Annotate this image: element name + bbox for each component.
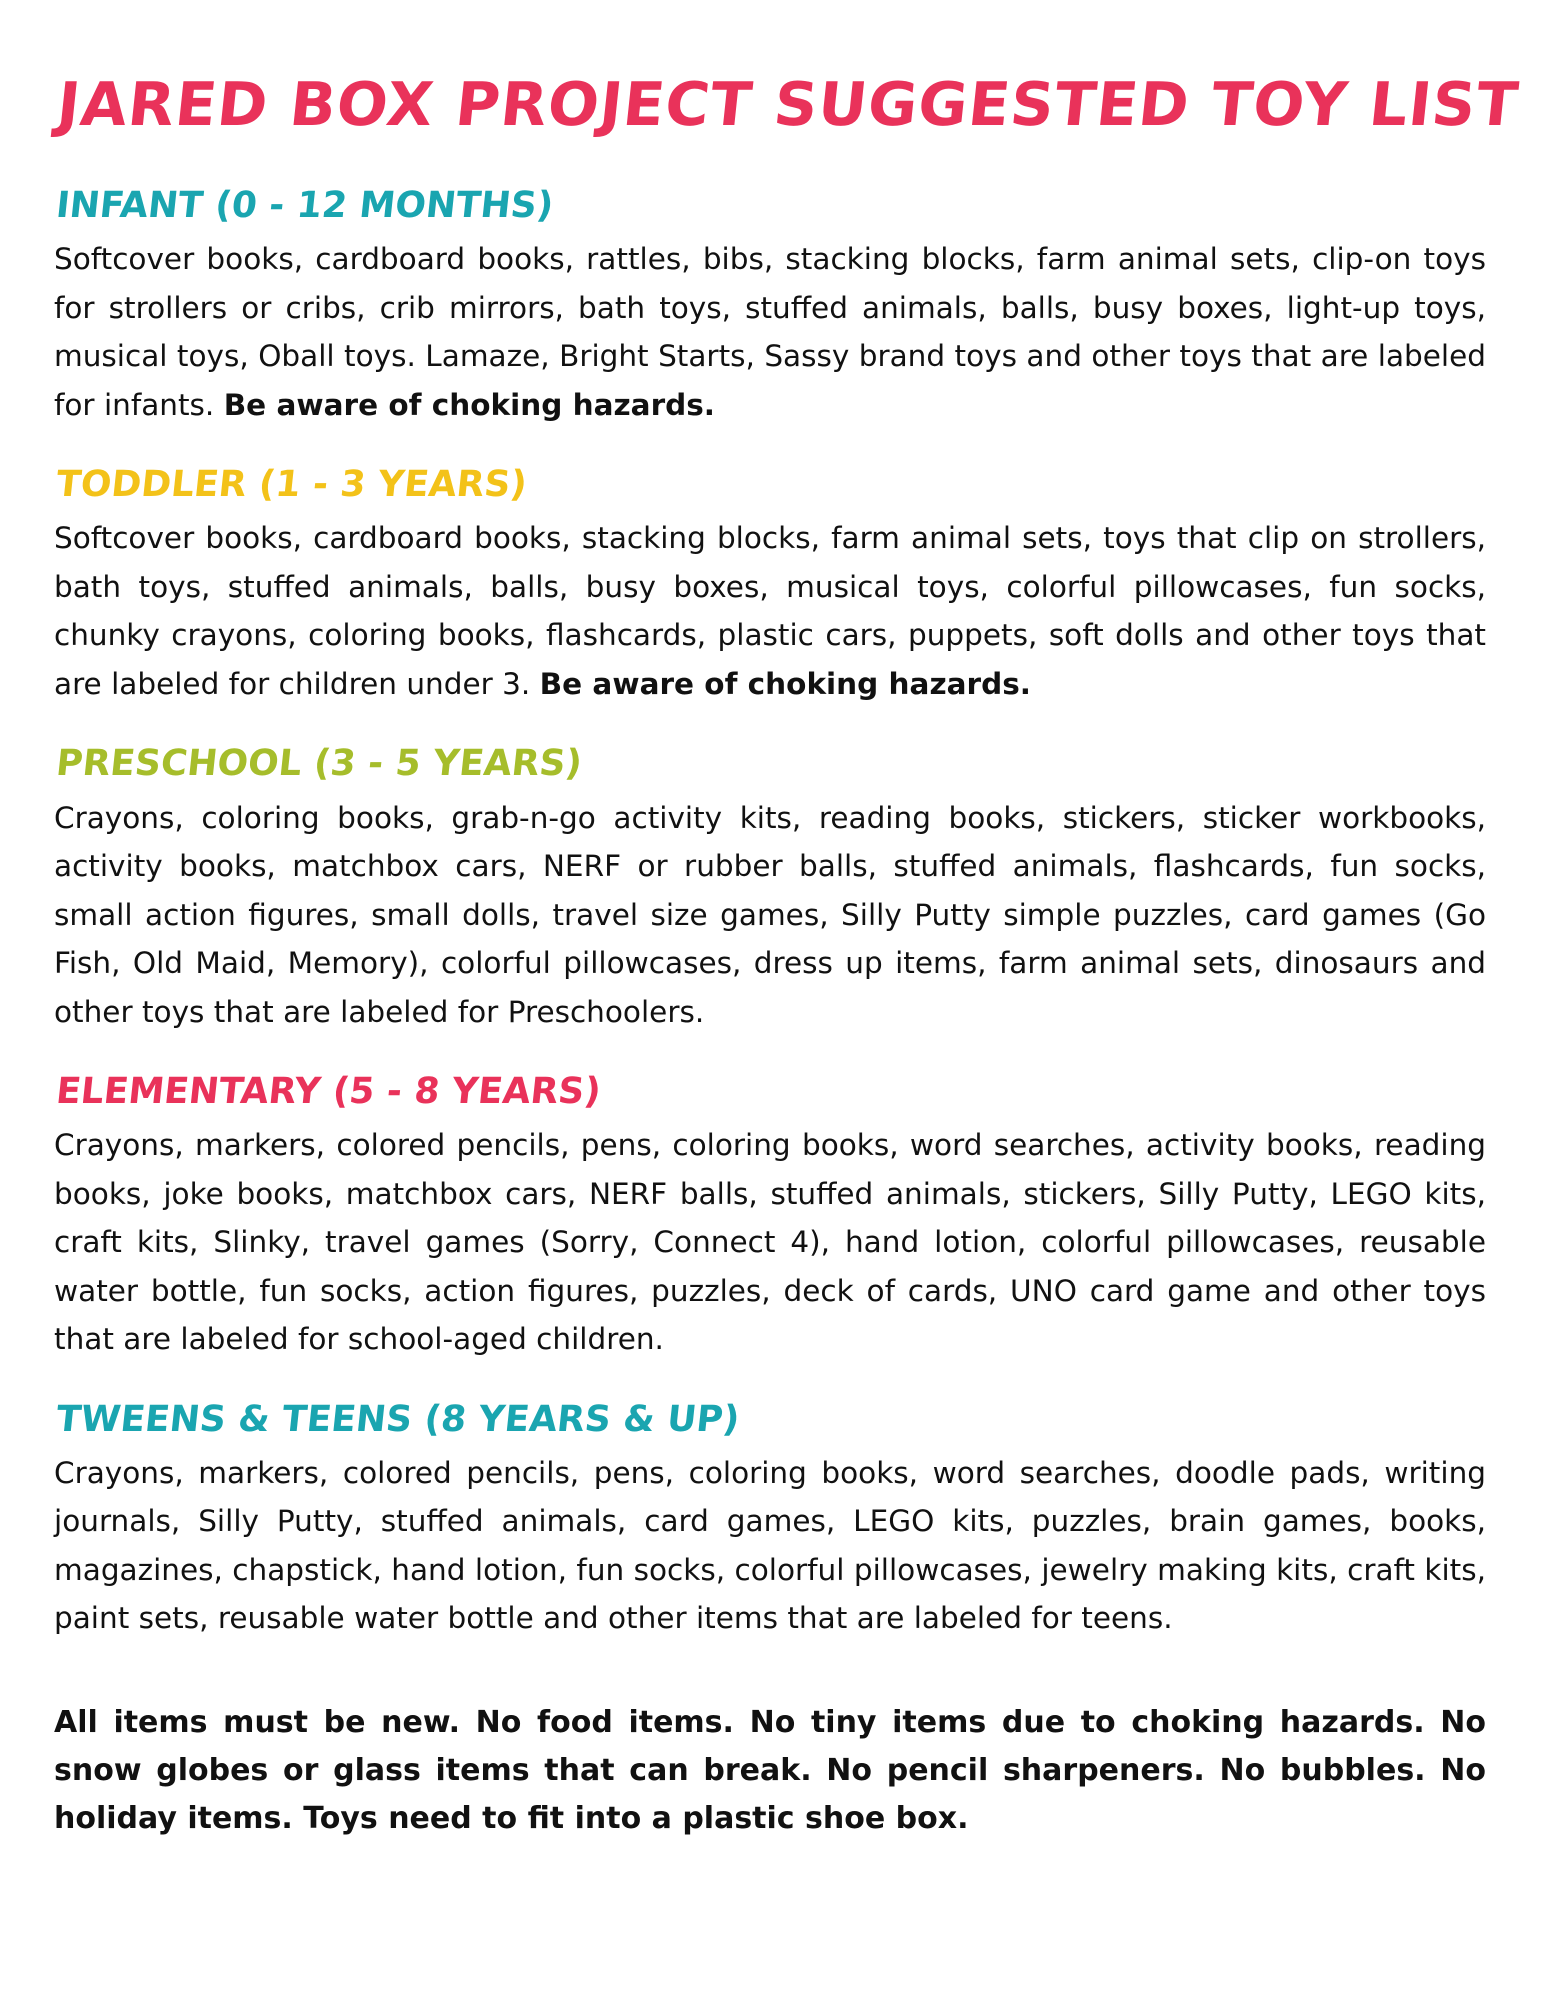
choking-warning-toddler: Be aware of choking hazards. <box>539 666 1031 701</box>
page-title: JARED BOX PROJECT SUGGESTED TOY LIST <box>53 70 1522 140</box>
section-tweens-teens <box>54 1398 1486 1643</box>
section-heading-tweens-teens: TWEENS & TEENS (8 YEARS & UP) <box>54 1398 742 1440</box>
section-heading-preschool: PRESCHOOL (3 - 5 YEARS) <box>54 743 585 785</box>
section-text-infant: Softcover books, cardboard books, rattles, bibs, stacking blocks, farm animal sets, clip-on toys for strollers or cribs, crib mirrors, bath toys, stuffed animals, balls, busy boxes, light-up toys, musical toys, Oball toys. Lamaze, Bright Starts, Sassy brand toys and other toys that are labeled for infants. <box>54 242 1486 422</box>
section-body-preschool: Crayons, coloring books, grab-n-go activity kits, reading books, stickers, sticker workbooks, activity books, matchbox cars, NERF or rubber balls, stuffed animals, flashcards, fun socks, small action figures, small dolls, travel size games, Silly Putty simple puzzles, card games (Go Fish, Old Maid, Memory), colorful pillowcases, dress up items, farm animal sets, dinosaurs and other toys that are labeled for Preschoolers. <box>54 800 1486 1029</box>
section-elementary <box>54 1070 1486 1364</box>
section-text-toddler: Softcover books, cardboard books, stacking blocks, farm animal sets, toys that clip on strollers, bath toys, stuffed animals, balls, busy boxes, musical toys, colorful pillowcases, fun socks, chunky crayons, coloring books, flashcards, plastic cars, puppets, soft dolls and other toys that are labeled for children under 3. <box>54 521 1486 701</box>
section-heading-toddler: TODDLER (1 - 3 YEARS) <box>54 464 529 506</box>
section-heading-infant: INFANT (0 - 12 MONTHS) <box>54 185 556 226</box>
choking-warning-infant: Be aware of choking hazards. <box>223 387 716 422</box>
section-body-tweens-teens: Crayons, markers, colored pencils, pens, coloring books, word searches, doodle pads, writing journals, Silly Putty, stuffed animals, card games, LEGO kits, puzzles, brain games, books, magazines, chapstick, hand lotion, fun socks, colorful pillowcases, jewelry making kits, craft kits, paint sets, reusable water bottle and other items that are labeled for teens. <box>54 1455 1486 1636</box>
section-toddler <box>54 463 1486 708</box>
document-page <box>53 70 1522 1843</box>
rules-note: All items must be new. No food items. No tiny items due to choking hazards. No snow globes or glass items that can break. No pencil sharpeners. No bubbles. No holiday items. Toys need to fit into a plastic shoe box. <box>54 1704 1486 1836</box>
section-body-toddler <box>54 514 1486 708</box>
section-preschool <box>54 742 1486 1036</box>
section-heading-elementary: ELEMENTARY (5 - 8 YEARS) <box>54 1071 603 1113</box>
section-body-infant <box>54 235 1486 429</box>
section-body-elementary: Crayons, markers, colored pencils, pens, coloring books, word searches, activity books, reading books, joke books, matchbox cars, NERF balls, stuffed animals, stickers, Silly Putty, LEGO kits, craft kits, Slinky, travel games (Sorry, Connect 4), hand lotion, colorful pillowcases, reusable water bottle, fun socks, action figures, puzzles, deck of cards, UNO card game and other toys that are labeled for school-aged children. <box>54 1128 1486 1357</box>
section-infant <box>54 184 1486 429</box>
